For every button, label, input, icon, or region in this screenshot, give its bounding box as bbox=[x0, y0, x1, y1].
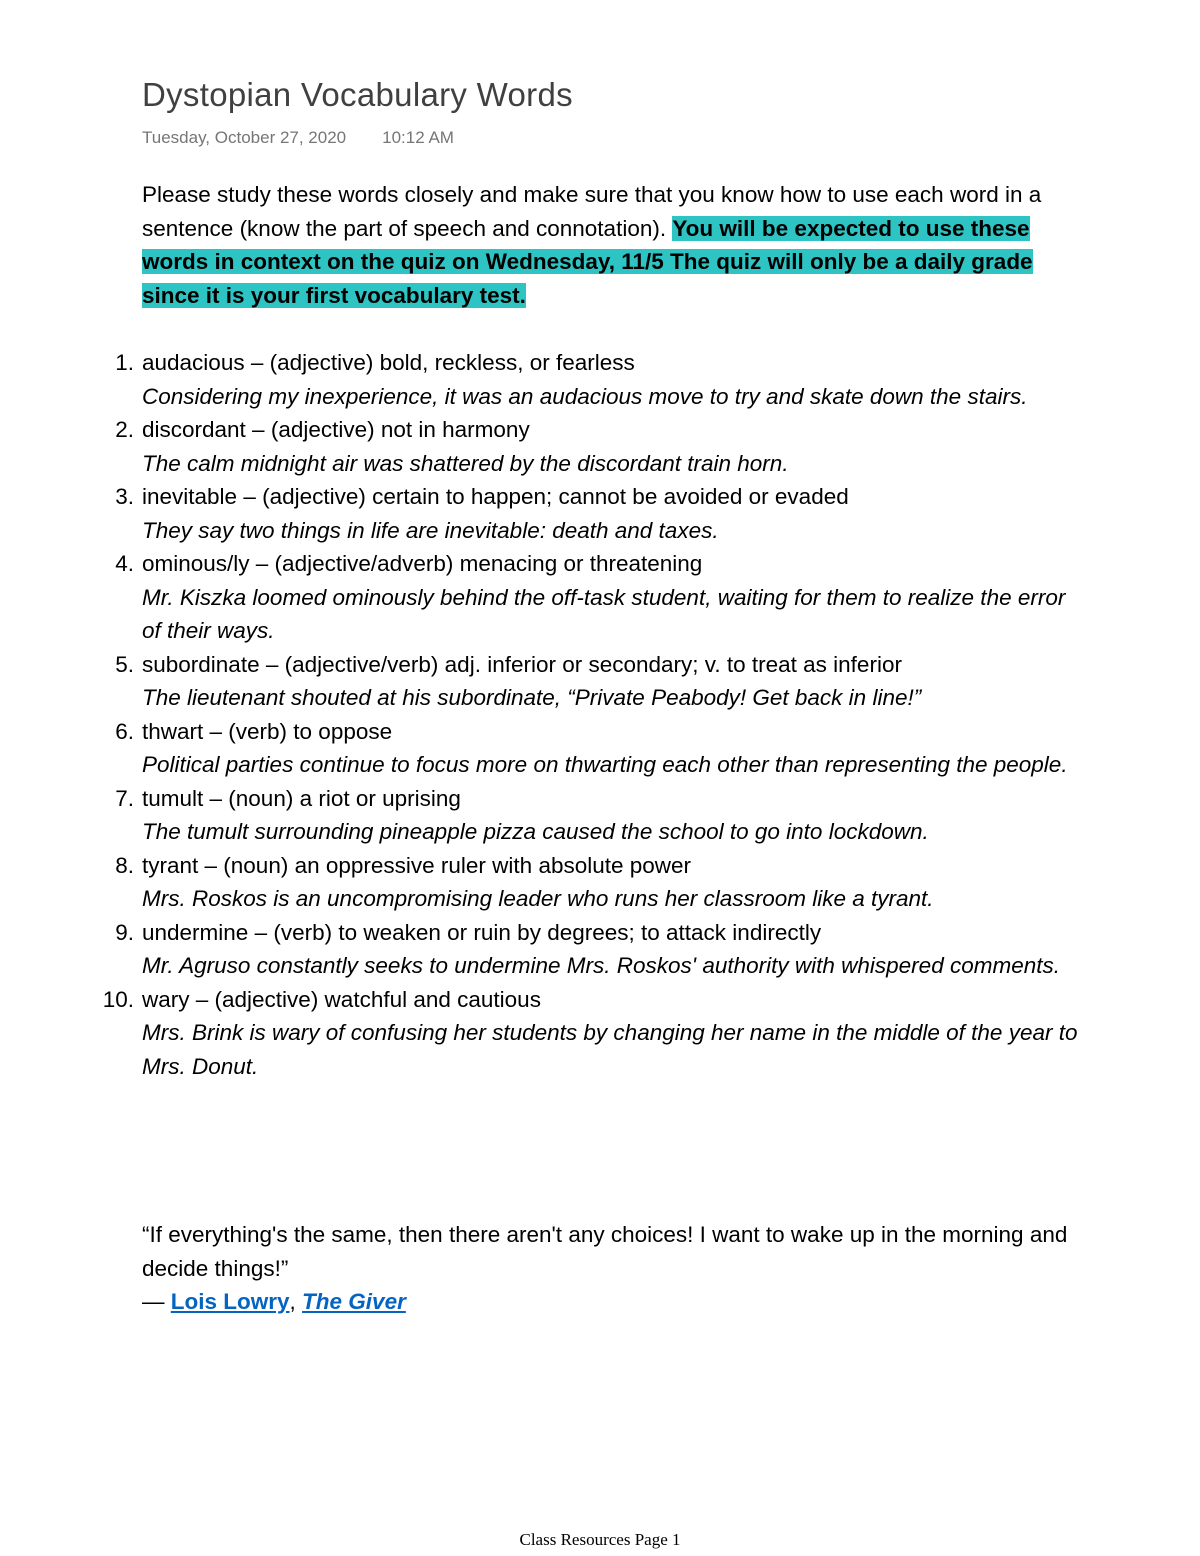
vocab-example: The calm midnight air was shattered by the discordant train horn. bbox=[142, 450, 789, 476]
vocab-example: Mrs. Roskos is an uncompromising leader who runs her classroom like a tyrant. bbox=[142, 886, 934, 911]
vocab-number: 8. bbox=[115, 852, 134, 878]
vocab-item bbox=[115, 715, 1082, 782]
vocab-example: The tumult surrounding pineapple pizza caused the school to go into lockdown. bbox=[142, 819, 929, 844]
vocab-item bbox=[115, 480, 1082, 547]
vocab-definition: audacious – (adjective) bold, reckless, or fearless bbox=[142, 350, 635, 375]
vocab-example: Considering my inexperience, it was an audacious move to try and skate down the stairs. bbox=[142, 383, 1028, 409]
vocab-definition: ominous/ly – (adjective/adverb) menacing or threatening bbox=[142, 551, 703, 576]
author-link[interactable]: Lois Lowry bbox=[170, 1289, 290, 1314]
vocab-example: Mrs. Brink is wary of confusing her students by changing her name in the middle of the year to Mrs. Donut. bbox=[142, 1020, 1078, 1079]
intro-paragraph bbox=[142, 178, 1062, 312]
page-time: 10:12 AM bbox=[382, 128, 454, 147]
vocab-definition: discordant – (adjective) not in harmony bbox=[142, 417, 530, 442]
vocab-item bbox=[115, 547, 1082, 648]
page-title: Dystopian Vocabulary Words bbox=[142, 76, 573, 113]
vocab-number: 10. bbox=[102, 986, 134, 1012]
vocab-example: The lieutenant shouted at his subordinate, “Private Peabody! Get back in line!” bbox=[142, 685, 922, 710]
vocab-definition: thwart – (verb) to oppose bbox=[142, 718, 393, 744]
intro-text: Please study these words closely and make sure that you know how to use each word in a sentence (know the part of speech and connotation). bbox=[142, 182, 1042, 241]
page-footer: Class Resources Page 1 bbox=[519, 1530, 681, 1549]
vocab-item bbox=[115, 849, 1082, 916]
quote-dash: ― bbox=[142, 1289, 171, 1314]
vocab-number: 3. bbox=[115, 484, 134, 509]
vocab-number: 5. bbox=[115, 651, 134, 677]
vocab-item bbox=[115, 782, 1082, 849]
vocab-definition: inevitable – (adjective) certain to happen; cannot be avoided or evaded bbox=[142, 484, 849, 509]
page-date: Tuesday, October 27, 2020 bbox=[142, 128, 347, 147]
page-meta bbox=[142, 128, 454, 148]
vocab-item bbox=[115, 648, 1082, 715]
vocab-example: Political parties continue to focus more on thwarting each other than representing the people. bbox=[142, 752, 1068, 777]
vocab-number: 4. bbox=[115, 551, 134, 576]
quote-text: “If everything's the same, then there aren't any choices! I want to wake up in the morning and decide things!” bbox=[142, 1222, 1068, 1281]
vocab-item bbox=[115, 346, 1082, 413]
book-link[interactable]: The Giver bbox=[302, 1289, 406, 1314]
vocab-definition: subordinate – (adjective/verb) adj. inferior or secondary; v. to treat as inferior bbox=[142, 651, 902, 677]
vocab-number: 7. bbox=[115, 785, 134, 811]
vocab-definition: undermine – (verb) to weaken or ruin by degrees; to attack indirectly bbox=[142, 919, 822, 945]
quote-attribution bbox=[142, 1285, 1072, 1319]
vocab-number: 6. bbox=[115, 718, 134, 744]
vocab-definition: tyrant – (noun) an oppressive ruler with absolute power bbox=[142, 852, 692, 878]
vocab-example: Mr. Agruso constantly seeks to undermine Mrs. Roskos' authority with whispered comments. bbox=[142, 953, 1060, 978]
vocab-definition: wary – (adjective) watchful and cautious bbox=[142, 986, 541, 1012]
vocabulary-list bbox=[102, 346, 1082, 1083]
quote-block bbox=[142, 1218, 1072, 1319]
vocab-example: Mr. Kiszka loomed ominously behind the off-task student, waiting for them to realize the error of their ways. bbox=[142, 584, 1066, 643]
quote-separator: , bbox=[289, 1289, 303, 1314]
vocab-number: 9. bbox=[115, 919, 134, 945]
vocab-example: They say two things in life are inevitable: death and taxes. bbox=[142, 517, 719, 543]
intro-highlight: You will be expected to use these words in context on the quiz on Wednesday, 11/5 The quiz will only be a daily grade since it is your first vocabulary test. bbox=[142, 215, 1033, 308]
vocab-definition: tumult – (noun) a riot or uprising bbox=[142, 785, 461, 811]
vocab-item bbox=[102, 983, 1082, 1084]
vocab-item bbox=[115, 413, 1082, 480]
vocab-number: 2. bbox=[115, 417, 134, 442]
vocab-item bbox=[115, 916, 1082, 983]
vocab-number: 1. bbox=[115, 350, 134, 375]
